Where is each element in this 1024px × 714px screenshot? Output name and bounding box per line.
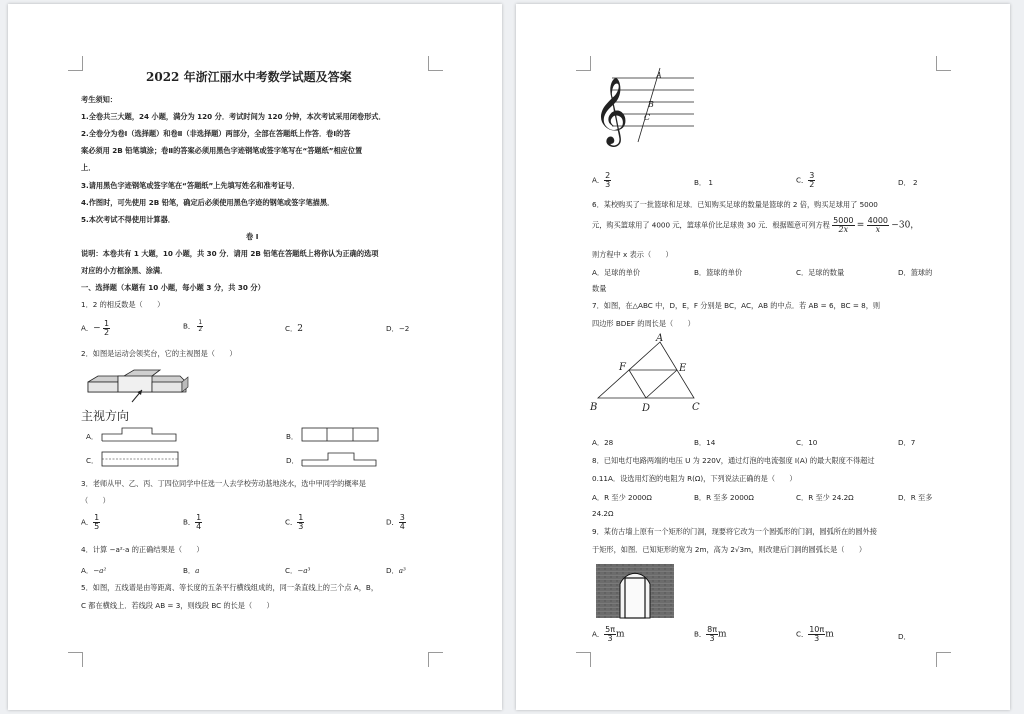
q1-option-c: C．2 (285, 324, 303, 334)
crop-mark (68, 652, 83, 667)
q2-option-d-figure (300, 450, 382, 468)
question-3-bracket: （ ） (81, 496, 110, 505)
q2-option-d-label: D． (286, 456, 299, 465)
question-9: 9．某仿古墙上原有一个矩形的门洞，现要将它改为一个圆弧形的门洞，圆弧所在的圆外接 (592, 527, 877, 536)
crop-mark (936, 56, 951, 71)
document-page-1 (8, 4, 502, 710)
crop-mark (428, 652, 443, 667)
question-9-cont: 于矩形，如图．已知矩形的宽为 2m，高为 2√3m，则改建后门洞的圆弧长是（ ） (592, 545, 867, 554)
q4-option-b: B．a (183, 566, 200, 575)
notice-line: 4.作图时，可先使用 2B 铅笔，确定后必须使用黑色字迹的钢笔或签字笔描黑． (81, 198, 335, 207)
notice-line: 1.全卷共三大题，24 小题，满分为 120 分．考试时间为 120 分钟，本次考试采用闭卷形式． (81, 112, 386, 121)
notice-line: 上． (81, 163, 96, 172)
q2-option-b-label: B． (286, 432, 299, 441)
q6-option-c: C．足球的数量 (796, 268, 845, 277)
question-6: 6．某校购买了一批篮球和足球．已知购买足球的数量是篮球的 2 倍，购买足球用了 5000 (592, 200, 878, 209)
q2-option-c-figure (100, 450, 182, 468)
q2-option-c-label: C． (86, 456, 99, 465)
crop-mark (428, 56, 443, 71)
question-5: 5．如图，五线谱是由等距离、等长度的五条平行横线组成的，同一条直线上的三个点 A，B， (81, 583, 379, 592)
q1-option-b: B． $\frac{1}{2}$ (183, 319, 203, 333)
notice-line: 3.请用黑色字迹钢笔或签字笔在“答题纸”上先填写姓名和准考证号． (81, 181, 300, 190)
q7-option-d: D．7 (898, 438, 916, 447)
notice-line: 2.全卷分为卷Ⅰ（选择题）和卷Ⅱ（非选择题）两部分，全部在答题纸上作答．卷Ⅰ的答 (81, 129, 351, 138)
q2-option-b-figure (300, 427, 382, 443)
q7-option-b: B．14 (694, 438, 716, 447)
svg-text:E: E (679, 363, 687, 374)
crop-mark (936, 652, 951, 667)
q5-option-d: D． 2 (898, 178, 918, 187)
q2-option-a-label: A． (86, 432, 99, 441)
q1-option-a: A．− $\frac{1}{2}$ (81, 319, 110, 337)
music-staff-figure (590, 64, 700, 154)
point-b-label: B (648, 100, 654, 109)
view-direction-caption: 主视方向 (81, 409, 130, 423)
volume-desc: 说明：本卷共有 1 大题，10 小题，共 30 分．请用 2B 铅笔在答题纸上将你认为正确的选项 (81, 249, 379, 258)
q6-option-d: D．篮球的 (898, 268, 933, 277)
q5-option-a: A． $\frac{2}{3}$ (592, 171, 611, 189)
page-title: 2022 年浙江丽水中考数学试题及答案 (146, 70, 352, 84)
q4-option-d: D．a³ (386, 566, 406, 575)
q6-option-a: A．足球的单价 (592, 268, 641, 277)
q6-option-b: B．篮球的单价 (694, 268, 743, 277)
q8-option-d-cont: 24.2Ω (592, 509, 614, 518)
q3-option-b: B． $\frac{1}{4}$ (183, 513, 202, 531)
triangle-figure (590, 332, 710, 414)
question-6-cont: 元，购买篮球用了 4000 元，篮球单价比足球贵 30 元．根据题意可列方程 $\frac{5000}{2x}$ = $\frac{4000}{x}$ −30， (592, 216, 920, 234)
q6-option-d-cont: 数量 (592, 284, 607, 293)
door-arch-figure (596, 564, 674, 618)
q7-option-a: A．28 (592, 438, 614, 447)
crop-mark (576, 56, 591, 71)
q4-option-a: A．−a² (81, 566, 107, 575)
svg-text:F: F (619, 362, 626, 373)
svg-text:A: A (656, 333, 664, 344)
question-1: 1．2 的相反数是（ ） (81, 300, 165, 309)
svg-text:D: D (642, 403, 651, 414)
svg-text:B: B (590, 402, 598, 413)
q9-option-c: C． $\frac{10\pi}{3}$ m (796, 625, 834, 643)
q8-option-b: B．R 至多 2000Ω (694, 493, 754, 502)
q9-option-b: B． $\frac{8\pi}{3}$ m (694, 625, 727, 643)
notice-heading: 考生须知： (81, 95, 117, 104)
podium-figure (84, 364, 194, 406)
q1-option-d: D．−2 (386, 324, 410, 333)
q2-option-a-figure (100, 425, 180, 443)
question-8: 8．已知电灯电路两端的电压 U 为 220V，通过灯泡的电流强度 I(A) 的最大限度不得超过 (592, 456, 875, 465)
q7-option-c: C．10 (796, 438, 818, 447)
q3-option-a: A． $\frac{1}{5}$ (81, 513, 100, 531)
q3-option-c: C． $\frac{1}{3}$ (285, 513, 304, 531)
question-8-cont: 0.11A．设选用灯泡的电阻为 R(Ω)，下列说法正确的是（ ） (592, 474, 797, 483)
question-5-cont: C 都在横线上．若线段 AB = 3，则线段 BC 的长是（ ） (81, 601, 274, 610)
question-4: 4．计算 −a²·a 的正确结果是（ ） (81, 545, 204, 554)
question-6-tail: 则方程中 x 表示（ ） (592, 250, 673, 259)
notice-line: 案必须用 2B 铅笔填涂；卷Ⅱ的答案必须用黑色字迹钢笔或签字笔写在“答题纸”相应位置 (81, 146, 363, 155)
q4-option-c: C．−a³ (285, 566, 311, 575)
q8-option-d: D．R 至多 (898, 493, 933, 502)
q9-option-a: A． $\frac{5\pi}{3}$ m (592, 625, 625, 643)
section-heading: 一、选择题（本题有 10 小题，每小题 3 分，共 30 分） (81, 283, 265, 292)
point-a-label: A (656, 71, 662, 80)
volume-title: 卷 Ⅰ (246, 232, 259, 241)
volume-desc: 对应的小方框涂黑、涂满． (81, 266, 168, 275)
q8-option-a: A．R 至少 2000Ω (592, 493, 652, 502)
notice-line: 5.本次考试不得使用计算器． (81, 215, 175, 224)
question-2: 2．如图是运动会领奖台，它的主视图是（ ） (81, 349, 237, 358)
question-7: 7．如图，在△ABC 中，D，E，F 分别是 BC，AC，AB 的中点．若 AB = 6，BC = 8，则 (592, 301, 881, 310)
q5-option-c: C． $\frac{3}{2}$ (796, 171, 815, 189)
treble-clef-icon: 𝄞 (594, 76, 629, 144)
crop-mark (68, 56, 83, 71)
svg-text:C: C (692, 402, 700, 413)
q3-option-d: D． $\frac{3}{4}$ (386, 513, 405, 531)
crop-mark (576, 652, 591, 667)
q5-option-b: B． 1 (694, 178, 713, 187)
point-c-label: C (644, 113, 651, 122)
question-7-cont: 四边形 BDEF 的周长是（ ） (592, 319, 695, 328)
q8-option-c: C．R 至少 24.2Ω (796, 493, 854, 502)
document-page-2 (516, 4, 1010, 710)
question-3: 3．老师从甲、乙、丙、丁四位同学中任选一人去学校劳动基地浇水，选中甲同学的概率是 (81, 479, 366, 488)
q9-option-d: D． (898, 632, 911, 641)
